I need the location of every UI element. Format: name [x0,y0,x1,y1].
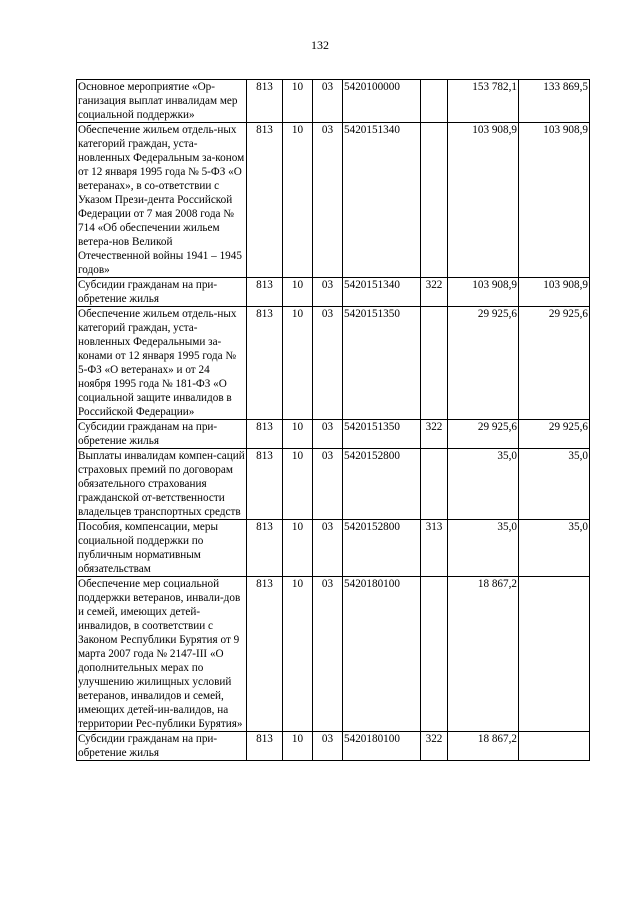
section-code: 10 [283,278,313,307]
row-description: Основное мероприятие «Ор-ганизация выплат инвалидам мер социальной поддержки» [77,80,247,123]
row-description: Обеспечение мер социальной поддержки ветеранов, инвали-дов и семей, имеющих детей-инвалидов, в соответствии с Законом Республики Бурятия от 9 марта 2007 года № 2147-III «О дополнительных мерах по улучшению жилищных условий ветеранов, инвалидов и семей, имеющих детей-ин-валидов, на территории Рес-публики Бурятия» [77,577,247,732]
amount-year-2: 103 908,9 [519,123,590,278]
amount-year-2: 133 869,5 [519,80,590,123]
subsection-code: 03 [313,420,343,449]
row-description: Субсидии гражданам на при-обретение жилья [77,420,247,449]
target-article-code: 5420152800 [343,449,421,520]
target-article-code: 5420151340 [343,278,421,307]
dept-code: 813 [247,577,283,732]
amount-year-2 [519,732,590,761]
amount-year-1: 29 925,6 [448,420,519,449]
subsection-code: 03 [313,577,343,732]
target-article-code: 5420180100 [343,577,421,732]
subsection-code: 03 [313,278,343,307]
dept-code: 813 [247,278,283,307]
row-description: Субсидии гражданам на при-обретение жилья [77,732,247,761]
amount-year-2: 29 925,6 [519,307,590,420]
subsection-code: 03 [313,732,343,761]
subsection-code: 03 [313,307,343,420]
budget-table [76,79,590,761]
subsection-code: 03 [313,449,343,520]
target-article-code: 5420152800 [343,520,421,577]
section-code: 10 [283,420,313,449]
table-row [77,307,590,420]
expense-type-code [421,123,448,278]
expense-type-code [421,80,448,123]
section-code: 10 [283,732,313,761]
table-row [77,449,590,520]
dept-code: 813 [247,420,283,449]
amount-year-1: 35,0 [448,449,519,520]
row-description: Обеспечение жильем отдель-ных категорий граждан, уста-новленных Федеральными за-конами от 12 января 1995 года № 5-ФЗ «О ветеранах» и от 24 ноября 1995 года № 181-ФЗ «О социальной защите инвалидов в Российской Федерации» [77,307,247,420]
expense-type-code [421,307,448,420]
page-number: 132 [311,38,329,52]
dept-code: 813 [247,520,283,577]
table-row [77,80,590,123]
table-row [77,278,590,307]
subsection-code: 03 [313,123,343,278]
amount-year-2: 35,0 [519,520,590,577]
target-article-code: 5420151350 [343,307,421,420]
subsection-code: 03 [313,80,343,123]
table-row [77,577,590,732]
amount-year-1: 35,0 [448,520,519,577]
section-code: 10 [283,307,313,420]
section-code: 10 [283,449,313,520]
amount-year-1: 18 867,2 [448,732,519,761]
subsection-code: 03 [313,520,343,577]
target-article-code: 5420151350 [343,420,421,449]
amount-year-1: 153 782,1 [448,80,519,123]
row-description: Обеспечение жильем отдель-ных категорий граждан, уста-новленных Федеральным за-коном от 12 января 1995 года № 5-ФЗ «О ветеранах», в со-ответствии с Указом Прези-дента Российской Федерации от 7 мая 2008 года № 714 «Об обеспечении жильем ветера-нов Великой Отечественной войны 1941 – 1945 годов» [77,123,247,278]
amount-year-2 [519,577,590,732]
amount-year-1: 103 908,9 [448,123,519,278]
expense-type-code: 322 [421,732,448,761]
section-code: 10 [283,520,313,577]
amount-year-1: 18 867,2 [448,577,519,732]
target-article-code: 5420151340 [343,123,421,278]
expense-type-code: 313 [421,520,448,577]
expense-type-code: 322 [421,420,448,449]
amount-year-2: 29 925,6 [519,420,590,449]
row-description: Субсидии гражданам на при-обретение жилья [77,278,247,307]
table-row [77,520,590,577]
expense-type-code [421,577,448,732]
row-description: Выплаты инвалидам компен-саций страховых премий по договорам обязательного страхования гражданской от-ветственности владельцев транспортных средств [78,450,245,518]
section-code: 10 [283,123,313,278]
amount-year-1: 103 908,9 [448,278,519,307]
expense-type-code [421,449,448,520]
row-description: Пособия, компенсации, меры социальной поддержки по публичным нормативным обязательствам [77,520,247,577]
amount-year-2: 35,0 [519,449,590,520]
expense-type-code: 322 [421,278,448,307]
target-article-code: 5420180100 [343,732,421,761]
dept-code: 813 [247,80,283,123]
amount-year-2: 103 908,9 [519,278,590,307]
table-row [77,420,590,449]
section-code: 10 [283,80,313,123]
dept-code: 813 [247,732,283,761]
amount-year-1: 29 925,6 [448,307,519,420]
dept-code: 813 [247,307,283,420]
table-row [77,732,590,761]
section-code: 10 [283,577,313,732]
dept-code: 813 [247,449,283,520]
target-article-code: 5420100000 [343,80,421,123]
dept-code: 813 [247,123,283,278]
table-row [77,123,590,278]
